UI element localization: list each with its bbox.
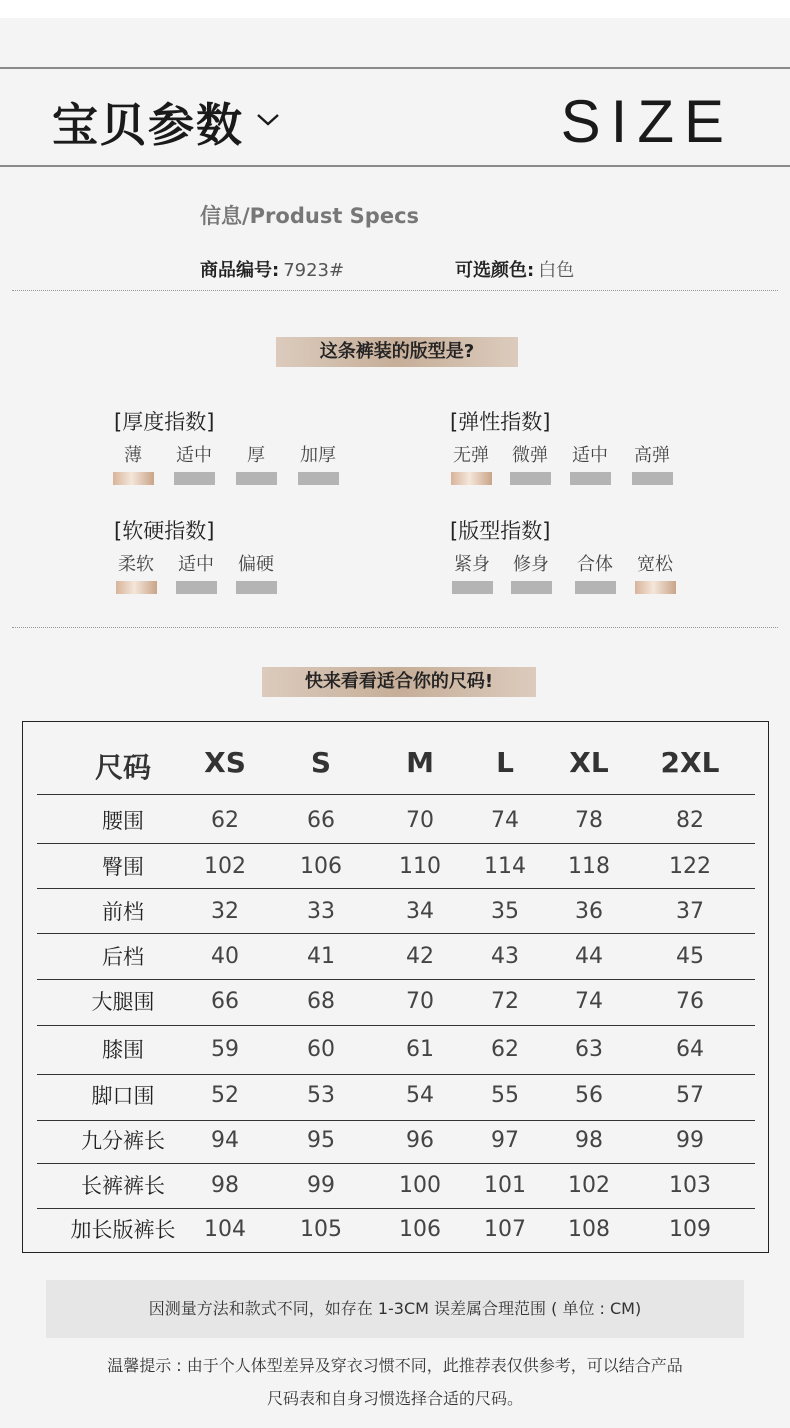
index-option-label: 宽松: [637, 554, 673, 575]
index-option-label: 适中: [178, 554, 214, 575]
size-value: 103: [669, 1173, 711, 1198]
size-value: 43: [491, 944, 519, 969]
size-value: 63: [575, 1037, 603, 1062]
size-value: 42: [406, 944, 434, 969]
size-value: 33: [307, 899, 335, 924]
size-value: 56: [575, 1083, 603, 1108]
row-divider: [37, 933, 755, 934]
index-option-label: 高弹: [634, 445, 670, 466]
index-bar: [452, 581, 493, 594]
size-value: 76: [676, 989, 704, 1014]
index-option-label: 柔软: [118, 554, 154, 575]
size-value: 74: [491, 808, 519, 833]
size-value: 99: [676, 1128, 704, 1153]
size-value: 100: [399, 1173, 441, 1198]
size-value: 57: [676, 1083, 704, 1108]
index-bar: [575, 581, 616, 594]
size-value: 70: [406, 808, 434, 833]
size-value: 122: [669, 854, 711, 879]
row-divider: [37, 1208, 755, 1209]
row-label: 后档: [102, 945, 144, 969]
size-value: 34: [406, 899, 434, 924]
index-bar: [632, 472, 673, 485]
size-value: 44: [575, 944, 603, 969]
row-label: 臀围: [102, 855, 144, 879]
size-value: 41: [307, 944, 335, 969]
size-value: 98: [575, 1128, 603, 1153]
section-title: 宝贝参数: [52, 98, 244, 152]
size-value: 40: [211, 944, 239, 969]
size-value: 104: [204, 1217, 246, 1242]
size-value: 108: [568, 1217, 610, 1242]
size-value: 106: [300, 854, 342, 879]
index-option-label: 无弹: [453, 445, 489, 466]
top-strip: [0, 0, 790, 18]
index-option-label: 薄: [124, 445, 142, 466]
row-divider: [37, 794, 755, 795]
index-option-label: 合体: [577, 554, 613, 575]
size-value: 74: [575, 989, 603, 1014]
index-bar-selected: [635, 581, 676, 594]
size-banner: 快来看看适合你的尺码!: [262, 667, 536, 697]
size-value: 52: [211, 1083, 239, 1108]
product-color-value: 白色: [538, 260, 575, 281]
size-value: 106: [399, 1217, 441, 1242]
size-value: 78: [575, 808, 603, 833]
index-bar: [236, 472, 277, 485]
row-divider: [37, 1025, 755, 1026]
row-divider: [37, 979, 755, 980]
index-title: [厚度指数]: [114, 410, 215, 434]
row-divider: [37, 1163, 755, 1164]
row-label: 脚口围: [91, 1084, 155, 1108]
product-color: [455, 256, 574, 282]
size-value: 101: [484, 1173, 526, 1198]
size-header: S: [310, 746, 332, 779]
index-bar-selected: [113, 472, 154, 485]
size-value: 66: [307, 808, 335, 833]
product-code-value: 7923#: [283, 260, 345, 281]
size-header-label: 尺码: [94, 751, 151, 784]
row-label: 前档: [102, 900, 144, 924]
size-value: 59: [211, 1037, 239, 1062]
size-value: 94: [211, 1128, 239, 1153]
size-value: 99: [307, 1173, 335, 1198]
index-option-label: 偏硬: [238, 554, 274, 575]
index-bar: [176, 581, 217, 594]
size-value: 96: [406, 1128, 434, 1153]
index-option-label: 适中: [176, 445, 212, 466]
size-value: 110: [399, 854, 441, 879]
index-title: [弹性指数]: [450, 410, 551, 434]
size-value: 97: [491, 1128, 519, 1153]
row-divider: [37, 1120, 755, 1121]
info-title: 信息/Produst Specs: [200, 204, 420, 228]
index-option-label: 加厚: [300, 445, 336, 466]
index-bar: [298, 472, 339, 485]
index-bar-selected: [451, 472, 492, 485]
size-value: 68: [307, 989, 335, 1014]
size-value: 66: [211, 989, 239, 1014]
index-title: [版型指数]: [450, 519, 551, 543]
size-table: [22, 721, 769, 1253]
size-value: 37: [676, 899, 704, 924]
row-label: 膝围: [102, 1038, 144, 1062]
size-value: 36: [575, 899, 603, 924]
size-value: 70: [406, 989, 434, 1014]
size-header: XS: [204, 746, 246, 779]
index-bar: [174, 472, 215, 485]
size-value: 95: [307, 1128, 335, 1153]
size-value: 54: [406, 1083, 434, 1108]
product-code-label: 商品编号:: [200, 260, 280, 281]
product-color-label: 可选颜色:: [455, 260, 535, 281]
index-bar: [511, 581, 552, 594]
size-value: 53: [307, 1083, 335, 1108]
size-value: 55: [491, 1083, 519, 1108]
size-value: 105: [300, 1217, 342, 1242]
size-value: 62: [491, 1037, 519, 1062]
index-bar: [510, 472, 551, 485]
size-header: M: [406, 746, 434, 779]
size-value: 60: [307, 1037, 335, 1062]
size-value: 107: [484, 1217, 526, 1242]
size-value: 64: [676, 1037, 704, 1062]
row-divider: [37, 1074, 755, 1075]
index-option-label: 微弹: [512, 445, 548, 466]
size-value: 102: [568, 1173, 610, 1198]
size-value: 114: [484, 854, 526, 879]
size-value: 32: [211, 899, 239, 924]
tip-line-1: 温馨提示 : 由于个人体型差异及穿衣习惯不同，此推荐表仅供参考，可以结合产品: [107, 1356, 683, 1375]
size-header: L: [496, 746, 514, 779]
index-option-label: 紧身: [454, 554, 490, 575]
size-header: XL: [569, 746, 609, 779]
index-option-label: 适中: [572, 445, 608, 466]
fit-banner: 这条裤装的版型是?: [276, 337, 518, 367]
size-value: 109: [669, 1217, 711, 1242]
chevron-down-icon: [255, 109, 281, 129]
size-value: 118: [568, 854, 610, 879]
index-option-label: 厚: [247, 445, 265, 466]
divider: [12, 627, 778, 628]
size-value: 45: [676, 944, 704, 969]
section-header: [0, 67, 790, 167]
index-bar: [236, 581, 277, 594]
index-title: [软硬指数]: [114, 519, 215, 543]
size-value: 61: [406, 1037, 434, 1062]
index-bar: [570, 472, 611, 485]
size-value: 62: [211, 808, 239, 833]
row-divider: [37, 843, 755, 844]
row-label: 加长版裤长: [70, 1218, 176, 1242]
size-header: 2XL: [660, 746, 720, 779]
size-value: 82: [676, 808, 704, 833]
row-label: 长裤裤长: [81, 1174, 165, 1198]
row-label: 腰围: [102, 809, 144, 833]
divider: [12, 290, 778, 291]
measurement-note: 因测量方法和款式不同，如存在 1-3CM 误差属合理范围 ( 单位 : CM): [46, 1280, 744, 1338]
size-heading: SIZE: [560, 88, 734, 155]
size-value: 102: [204, 854, 246, 879]
index-option-label: 修身: [513, 554, 549, 575]
index-bar-selected: [116, 581, 157, 594]
row-label: 九分裤长: [81, 1129, 165, 1153]
size-value: 98: [211, 1173, 239, 1198]
row-divider: [37, 888, 755, 889]
tip-line-2: 尺码表和自身习惯选择合适的尺码。: [266, 1389, 523, 1408]
row-label: 大腿围: [91, 990, 155, 1014]
size-value: 35: [491, 899, 519, 924]
product-code: [200, 256, 344, 282]
size-value: 72: [491, 989, 519, 1014]
